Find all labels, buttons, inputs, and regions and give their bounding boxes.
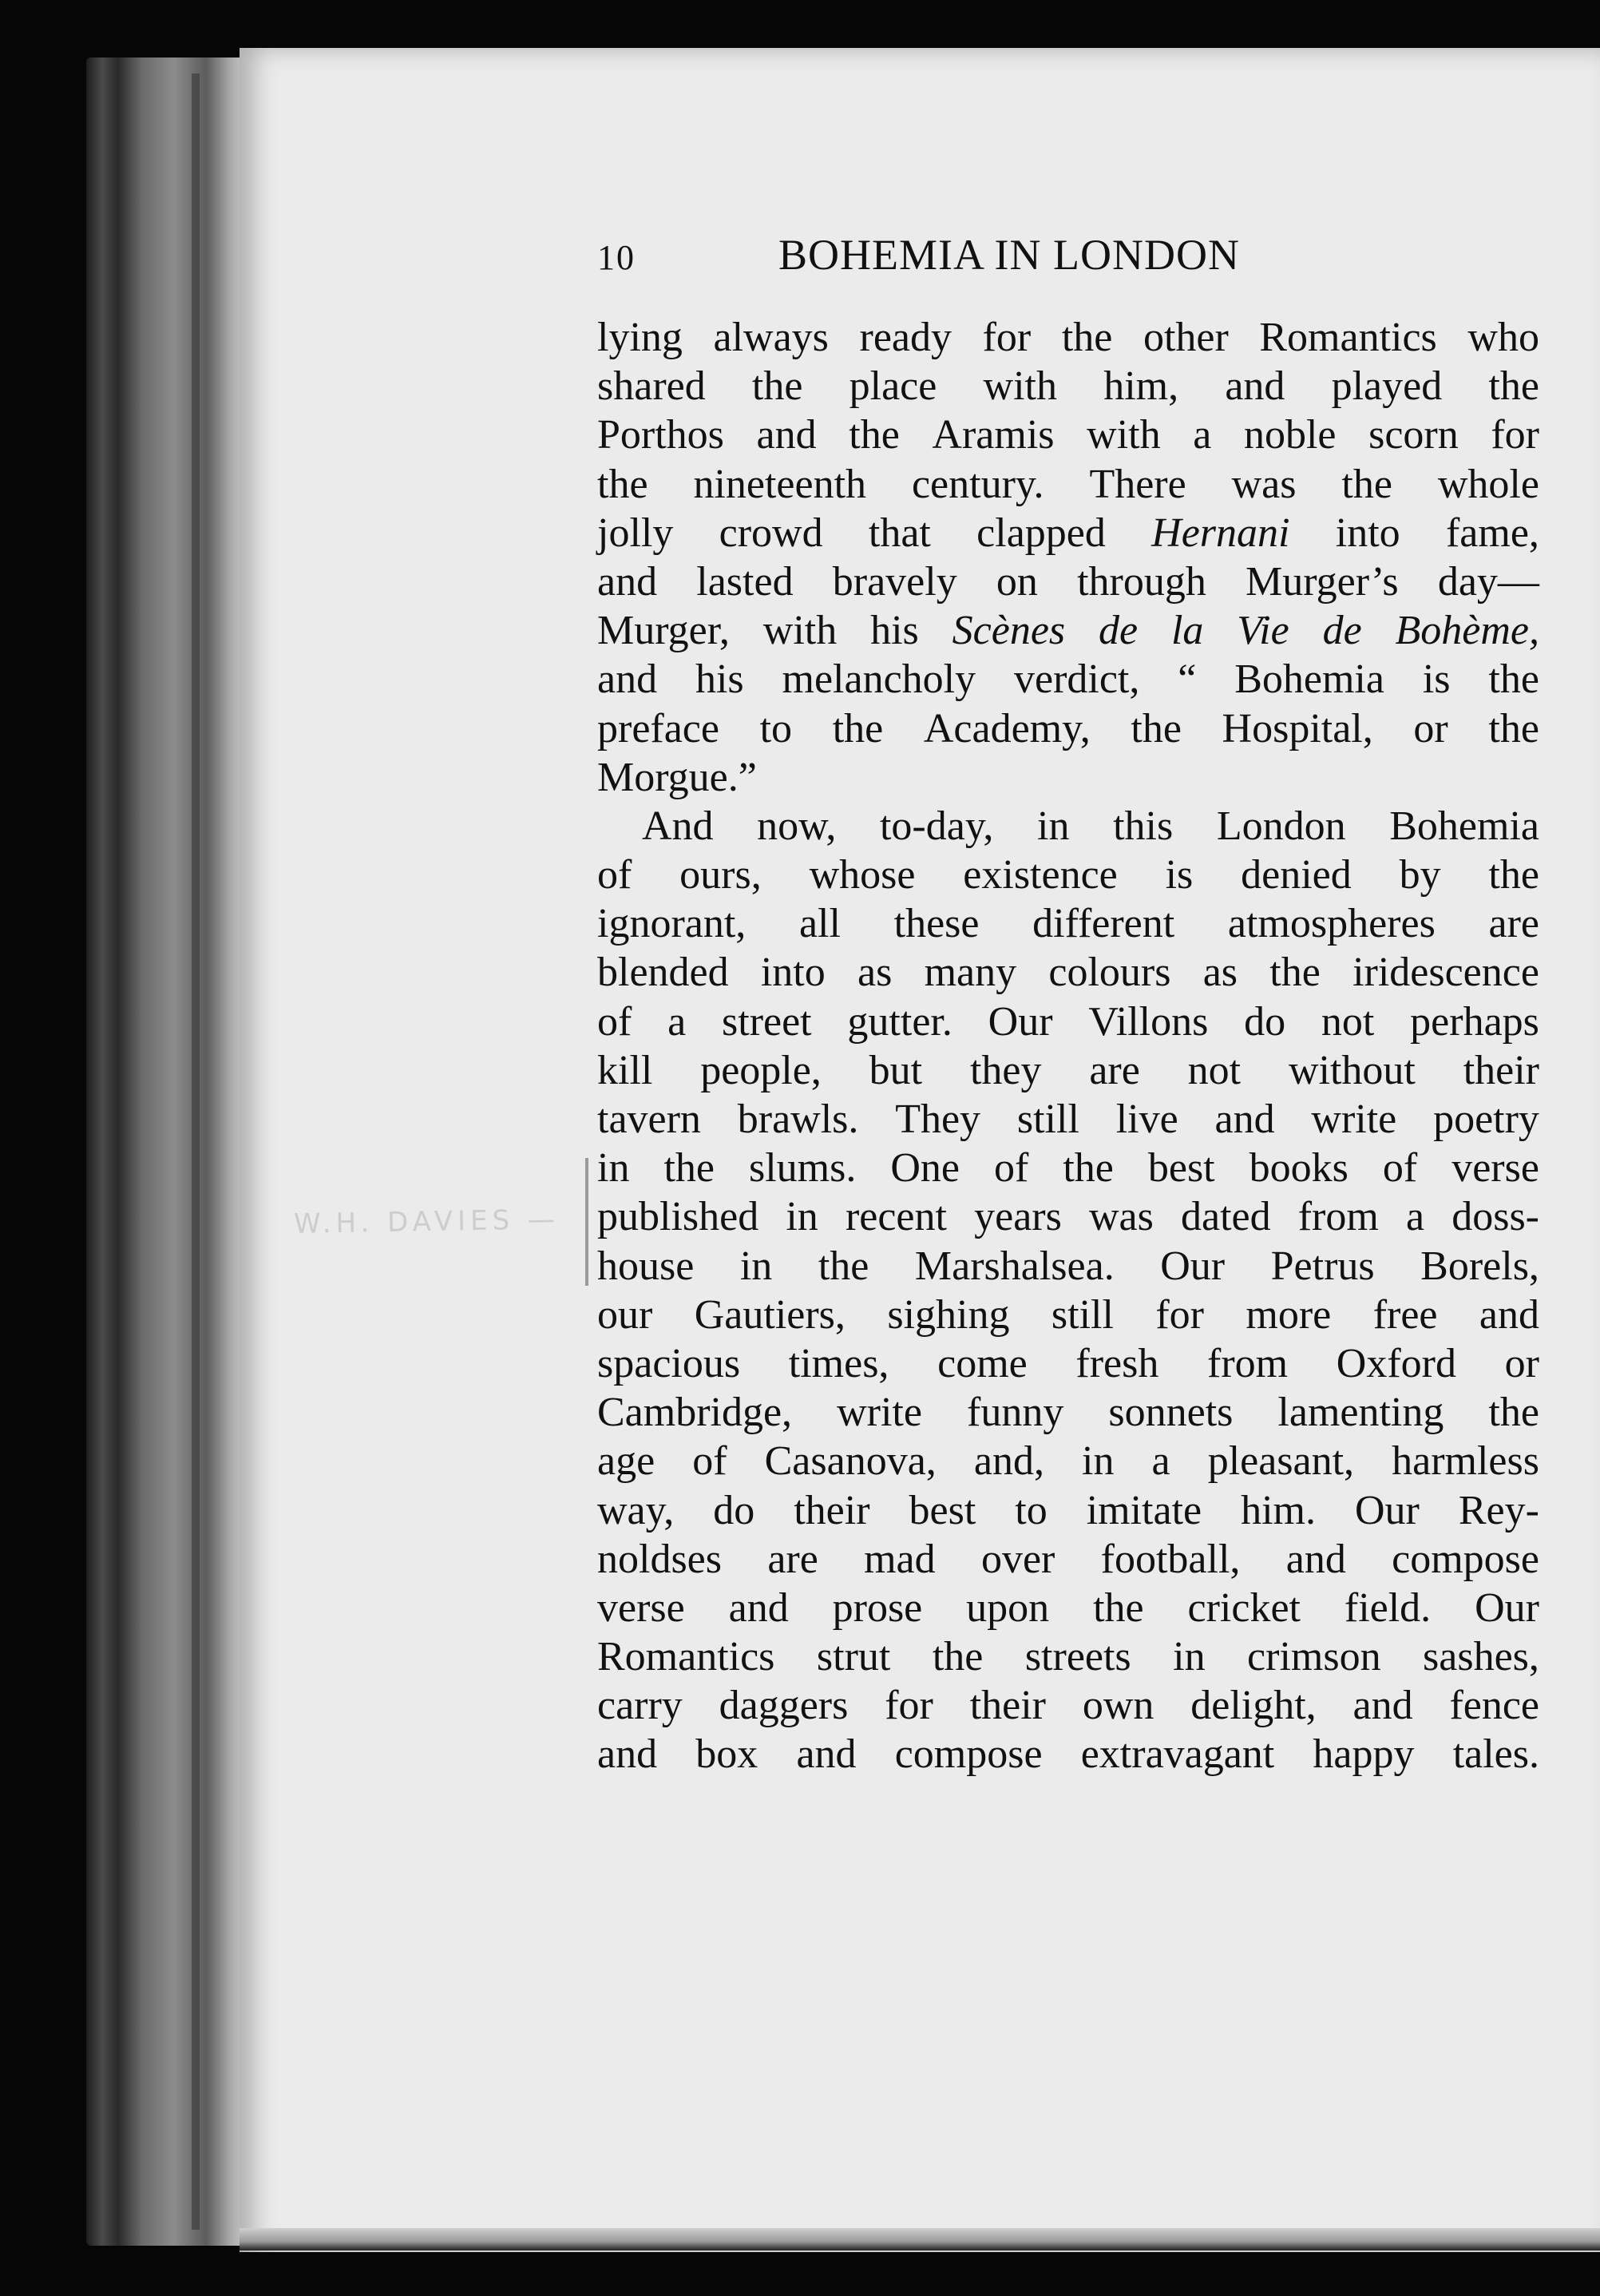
text-word: and bbox=[597, 558, 658, 605]
text-word: in bbox=[739, 1243, 773, 1289]
text-word: him. bbox=[1241, 1487, 1316, 1533]
handwritten-margin-note: W.H. DAVIES — bbox=[293, 1204, 560, 1240]
text-word: a bbox=[1151, 1438, 1170, 1485]
text-word: many bbox=[924, 950, 1017, 996]
text-word: imitate bbox=[1086, 1487, 1202, 1533]
text-word: fresh bbox=[1075, 1340, 1159, 1386]
text-word: him, bbox=[1103, 363, 1179, 410]
text-word: for bbox=[982, 315, 1032, 360]
text-word: Academy, bbox=[923, 705, 1091, 751]
text-word: ours, bbox=[679, 852, 762, 898]
text-word: verse bbox=[1451, 1145, 1539, 1192]
text-word: Scènes bbox=[952, 608, 1066, 654]
text-word: Marshalsea. bbox=[914, 1243, 1115, 1289]
text-line bbox=[597, 1535, 1539, 1584]
text-word: with bbox=[983, 363, 1057, 410]
text-word: their bbox=[969, 1683, 1046, 1729]
text-word: people, bbox=[700, 1047, 822, 1093]
text-word: from bbox=[1207, 1340, 1289, 1386]
text-word: whole bbox=[1437, 461, 1539, 507]
text-word: sonnets bbox=[1108, 1390, 1234, 1436]
text-line bbox=[597, 460, 1539, 509]
text-word: live bbox=[1115, 1096, 1178, 1142]
text-line bbox=[597, 802, 1539, 851]
text-word: through bbox=[1077, 558, 1206, 605]
text-line bbox=[597, 410, 1539, 459]
text-word: nineteenth bbox=[693, 461, 867, 507]
text-word: years bbox=[974, 1194, 1062, 1240]
text-word: now, bbox=[757, 803, 837, 849]
text-word: do bbox=[713, 1487, 755, 1533]
text-word: do bbox=[1244, 998, 1286, 1045]
text-word: jolly bbox=[597, 510, 674, 556]
text-word: clapped bbox=[976, 510, 1106, 556]
text-word: mad bbox=[864, 1536, 936, 1582]
text-word: slums. bbox=[748, 1145, 857, 1192]
text-word: the bbox=[849, 412, 900, 458]
text-word: to-day, bbox=[879, 803, 994, 849]
text-word: as bbox=[857, 950, 893, 996]
text-word: place bbox=[849, 363, 937, 410]
text-word: strut bbox=[816, 1634, 891, 1680]
text-word: Our bbox=[1160, 1243, 1226, 1289]
text-word: tales. bbox=[1452, 1731, 1539, 1778]
text-word: funny bbox=[967, 1390, 1064, 1436]
text-word: their bbox=[1463, 1047, 1539, 1093]
text-word: atmospheres bbox=[1227, 901, 1436, 947]
book-spine-edge bbox=[86, 57, 254, 2246]
text-word: the bbox=[1131, 705, 1182, 751]
text-word: the bbox=[1269, 950, 1321, 996]
text-word: but bbox=[869, 1047, 923, 1093]
text-word: Hernani bbox=[1151, 510, 1290, 556]
text-word: colours bbox=[1048, 950, 1171, 996]
text-word: scorn bbox=[1368, 412, 1459, 458]
text-word: different bbox=[1032, 901, 1175, 947]
text-word: noldses bbox=[597, 1536, 722, 1582]
text-word: not bbox=[1321, 998, 1375, 1045]
text-line bbox=[597, 948, 1539, 997]
text-word: and bbox=[1352, 1683, 1413, 1729]
text-word: melancholy bbox=[782, 656, 976, 703]
text-word: carry bbox=[597, 1683, 683, 1729]
text-word: Aramis bbox=[932, 412, 1055, 458]
text-word: free bbox=[1372, 1291, 1438, 1338]
text-word: in bbox=[1082, 1438, 1115, 1485]
text-word: verse bbox=[597, 1584, 685, 1631]
text-word: and, bbox=[973, 1438, 1044, 1485]
text-word: are bbox=[1488, 901, 1539, 947]
text-word: always bbox=[713, 315, 829, 360]
text-word: still bbox=[1016, 1096, 1079, 1142]
text-word: There bbox=[1089, 461, 1186, 507]
text-word: over bbox=[980, 1536, 1055, 1582]
text-line bbox=[597, 362, 1539, 410]
text-word: for bbox=[1155, 1291, 1204, 1338]
text-word: ignorant, bbox=[597, 901, 747, 947]
text-line bbox=[597, 1388, 1539, 1437]
text-word: of bbox=[597, 852, 632, 898]
text-word: times, bbox=[788, 1340, 889, 1386]
text-line bbox=[597, 753, 1539, 802]
text-word: field. bbox=[1344, 1584, 1432, 1631]
text-line bbox=[597, 1632, 1539, 1681]
text-word: “ bbox=[1178, 656, 1197, 703]
text-word: daggers bbox=[719, 1683, 849, 1729]
text-line bbox=[597, 1144, 1539, 1192]
text-line bbox=[597, 851, 1539, 899]
text-word: Oxford bbox=[1336, 1340, 1456, 1386]
text-word: the bbox=[1061, 315, 1113, 360]
text-word: shared bbox=[597, 363, 706, 410]
text-word: Our bbox=[1475, 1584, 1539, 1631]
text-word: his bbox=[695, 656, 744, 703]
text-word: in bbox=[1037, 803, 1070, 849]
text-word: in bbox=[597, 1145, 630, 1192]
text-line bbox=[597, 1192, 1539, 1241]
text-word: spacious bbox=[597, 1340, 741, 1386]
text-word: way, bbox=[597, 1487, 675, 1533]
text-word: extravagant bbox=[1080, 1731, 1275, 1778]
text-word: was bbox=[1088, 1194, 1154, 1240]
text-word: are bbox=[767, 1536, 818, 1582]
text-word: doss- bbox=[1451, 1194, 1539, 1240]
text-word: dated bbox=[1180, 1194, 1271, 1240]
text-word: our bbox=[597, 1291, 653, 1338]
text-word: Romantics bbox=[597, 1634, 775, 1680]
text-word: de bbox=[1099, 608, 1139, 654]
text-word: de bbox=[1322, 608, 1362, 654]
text-word: a bbox=[667, 998, 687, 1045]
text-word: the bbox=[1341, 461, 1392, 507]
text-word: and bbox=[1285, 1536, 1346, 1582]
text-word: Our bbox=[988, 998, 1053, 1045]
text-word: age bbox=[597, 1438, 655, 1485]
text-word: the bbox=[1488, 852, 1539, 898]
text-word: fame, bbox=[1445, 510, 1539, 556]
text-word: and bbox=[1479, 1291, 1539, 1338]
text-line bbox=[597, 704, 1539, 753]
text-word: compose bbox=[1392, 1536, 1539, 1582]
text-word: published bbox=[597, 1194, 759, 1240]
text-word: still bbox=[1051, 1291, 1114, 1338]
text-word: in bbox=[786, 1194, 818, 1240]
text-word: poetry bbox=[1433, 1096, 1539, 1142]
text-word: Morgue.” bbox=[597, 754, 757, 800]
text-word: and bbox=[756, 412, 817, 458]
text-word: Petrus bbox=[1270, 1243, 1375, 1289]
text-line bbox=[597, 1486, 1539, 1535]
text-word: more bbox=[1246, 1291, 1332, 1338]
text-word: Murger’s bbox=[1246, 558, 1399, 605]
margin-bracket bbox=[585, 1158, 588, 1286]
text-line bbox=[597, 557, 1539, 606]
text-word: Bohème, bbox=[1395, 608, 1539, 654]
text-word: the bbox=[1488, 705, 1539, 751]
text-word: or bbox=[1504, 1340, 1539, 1386]
text-word: of bbox=[994, 1145, 1029, 1192]
text-line bbox=[597, 1339, 1539, 1388]
text-line bbox=[597, 1242, 1539, 1291]
running-title: BOHEMIA IN LONDON bbox=[778, 231, 1240, 279]
text-word: upon bbox=[966, 1584, 1050, 1631]
text-word: come bbox=[937, 1340, 1028, 1386]
text-word: They bbox=[895, 1096, 981, 1142]
text-line bbox=[597, 1584, 1539, 1632]
text-word: Vie bbox=[1237, 608, 1289, 654]
text-word: prose bbox=[832, 1584, 923, 1631]
text-word: and bbox=[1214, 1096, 1275, 1142]
text-word: street bbox=[722, 998, 812, 1045]
text-word: happy bbox=[1313, 1731, 1415, 1778]
text-word: kill bbox=[597, 1047, 653, 1093]
text-word: pleasant, bbox=[1207, 1438, 1355, 1485]
text-word: tavern bbox=[597, 1096, 701, 1142]
text-word: lying bbox=[597, 315, 683, 360]
text-word: Murger, bbox=[597, 608, 730, 654]
text-word: streets bbox=[1024, 1634, 1131, 1680]
text-word: who bbox=[1467, 315, 1539, 360]
text-word: write bbox=[1311, 1096, 1397, 1142]
text-word: gutter. bbox=[847, 998, 952, 1045]
text-word: the bbox=[832, 705, 884, 751]
text-word: to bbox=[1015, 1487, 1048, 1533]
text-word: or bbox=[1413, 705, 1448, 751]
text-line bbox=[597, 655, 1539, 704]
text-line bbox=[597, 1095, 1539, 1144]
text-word: and bbox=[597, 656, 658, 703]
text-word: his bbox=[870, 608, 919, 654]
text-word: Hospital, bbox=[1222, 705, 1373, 751]
text-word: denied bbox=[1241, 852, 1352, 898]
text-word: write bbox=[837, 1390, 922, 1436]
text-word: preface bbox=[597, 705, 719, 751]
text-line bbox=[597, 1681, 1539, 1730]
text-word: all bbox=[798, 901, 841, 947]
text-word: the bbox=[1093, 1584, 1144, 1631]
text-word: this bbox=[1113, 803, 1174, 849]
text-line bbox=[597, 899, 1539, 948]
text-word: London bbox=[1216, 803, 1346, 849]
text-word: Romantics bbox=[1259, 315, 1437, 360]
text-word: box bbox=[695, 1731, 758, 1778]
text-word: and bbox=[728, 1584, 789, 1631]
text-word: ready bbox=[859, 315, 952, 360]
text-line bbox=[597, 313, 1539, 362]
text-word: Cambridge, bbox=[597, 1390, 793, 1436]
text-word: Porthos bbox=[597, 412, 724, 458]
text-word: the bbox=[1488, 363, 1539, 410]
text-word: and bbox=[597, 1731, 658, 1778]
text-word: Casanova, bbox=[764, 1438, 937, 1485]
text-word: and bbox=[1225, 363, 1285, 410]
text-word: Our bbox=[1354, 1487, 1420, 1533]
text-word: other bbox=[1143, 315, 1229, 360]
text-word: crimson bbox=[1247, 1634, 1381, 1680]
text-word: not bbox=[1187, 1047, 1242, 1093]
page-number: 10 bbox=[597, 238, 636, 277]
text-word: own bbox=[1082, 1683, 1154, 1729]
text-word: was bbox=[1231, 461, 1297, 507]
text-line bbox=[597, 606, 1539, 655]
text-word: of bbox=[692, 1438, 727, 1485]
text-word: by bbox=[1399, 852, 1441, 898]
text-word: sashes, bbox=[1423, 1634, 1539, 1680]
text-line bbox=[597, 509, 1539, 557]
text-word: without bbox=[1288, 1047, 1416, 1093]
text-word: One bbox=[890, 1145, 960, 1192]
text-word: on bbox=[996, 558, 1038, 605]
text-word: the bbox=[597, 461, 648, 507]
text-word: brawls. bbox=[737, 1096, 859, 1142]
text-word: the bbox=[818, 1243, 869, 1289]
text-word: with bbox=[762, 608, 838, 654]
text-word: the bbox=[663, 1145, 715, 1192]
text-word: crowd bbox=[719, 510, 823, 556]
text-word: Villons bbox=[1088, 998, 1209, 1045]
text-word: these bbox=[893, 901, 980, 947]
text-word: whose bbox=[809, 852, 916, 898]
text-word: played bbox=[1331, 363, 1443, 410]
text-word: and bbox=[796, 1731, 857, 1778]
text-word: recent bbox=[845, 1194, 947, 1240]
text-word: Borels, bbox=[1420, 1243, 1539, 1289]
running-head bbox=[597, 230, 1341, 286]
text-word: for bbox=[1491, 412, 1539, 458]
text-word: with bbox=[1087, 412, 1161, 458]
text-word: the bbox=[1063, 1145, 1114, 1192]
text-word: la bbox=[1170, 608, 1204, 654]
text-word: as bbox=[1202, 950, 1238, 996]
text-word: the bbox=[751, 363, 803, 410]
text-word: the bbox=[1488, 656, 1539, 703]
text-line bbox=[597, 1730, 1539, 1779]
text-word: a bbox=[1405, 1194, 1425, 1240]
text-word: noble bbox=[1243, 412, 1337, 458]
text-word: Gautiers, bbox=[694, 1291, 846, 1338]
text-word: for bbox=[885, 1683, 933, 1729]
text-word: are bbox=[1089, 1047, 1140, 1093]
text-word: from bbox=[1297, 1194, 1379, 1240]
text-word: of bbox=[1382, 1145, 1418, 1192]
text-word: sighing bbox=[887, 1291, 1010, 1338]
text-word: blended bbox=[597, 950, 729, 996]
text-word: harmless bbox=[1392, 1438, 1539, 1485]
text-word: to bbox=[759, 705, 793, 751]
text-word: is bbox=[1422, 656, 1451, 703]
text-word: lasted bbox=[696, 558, 794, 605]
text-line bbox=[597, 1291, 1539, 1339]
text-word: of bbox=[597, 998, 632, 1045]
text-word: lamenting bbox=[1277, 1390, 1444, 1436]
text-word: iridescence bbox=[1352, 950, 1539, 996]
text-word: the bbox=[932, 1634, 984, 1680]
text-word: Rey- bbox=[1458, 1487, 1539, 1533]
text-word: books bbox=[1249, 1145, 1349, 1192]
text-word: day— bbox=[1437, 558, 1539, 605]
text-word: cricket bbox=[1187, 1584, 1301, 1631]
page-bottom-edge bbox=[240, 2228, 1600, 2250]
text-line bbox=[597, 997, 1539, 1046]
text-word: their bbox=[794, 1487, 870, 1533]
text-word: bravely bbox=[832, 558, 957, 605]
text-word: century. bbox=[911, 461, 1044, 507]
text-word: the bbox=[1488, 1390, 1539, 1436]
text-word: they bbox=[969, 1047, 1042, 1093]
text-line bbox=[597, 1437, 1539, 1485]
text-word: football, bbox=[1100, 1536, 1241, 1582]
text-word: perhaps bbox=[1410, 998, 1539, 1045]
text-word: into bbox=[760, 950, 826, 996]
text-word: And bbox=[642, 803, 714, 849]
text-line bbox=[597, 1046, 1539, 1095]
text-word: fence bbox=[1449, 1683, 1539, 1729]
text-word: compose bbox=[894, 1731, 1043, 1778]
text-word: verdict, bbox=[1014, 656, 1140, 703]
text-word: is bbox=[1165, 852, 1194, 898]
text-word: delight, bbox=[1190, 1683, 1317, 1729]
text-word: house bbox=[597, 1243, 695, 1289]
text-word: best bbox=[1147, 1145, 1215, 1192]
text-word: best bbox=[909, 1487, 976, 1533]
text-word: a bbox=[1193, 412, 1212, 458]
text-word: existence bbox=[963, 852, 1118, 898]
text-word: that bbox=[868, 510, 931, 556]
text-word: Bohemia bbox=[1234, 656, 1384, 703]
text-word: into bbox=[1335, 510, 1400, 556]
text-word: Bohemia bbox=[1389, 803, 1539, 849]
text-word: in bbox=[1173, 1634, 1206, 1680]
body-text bbox=[597, 313, 1539, 1779]
